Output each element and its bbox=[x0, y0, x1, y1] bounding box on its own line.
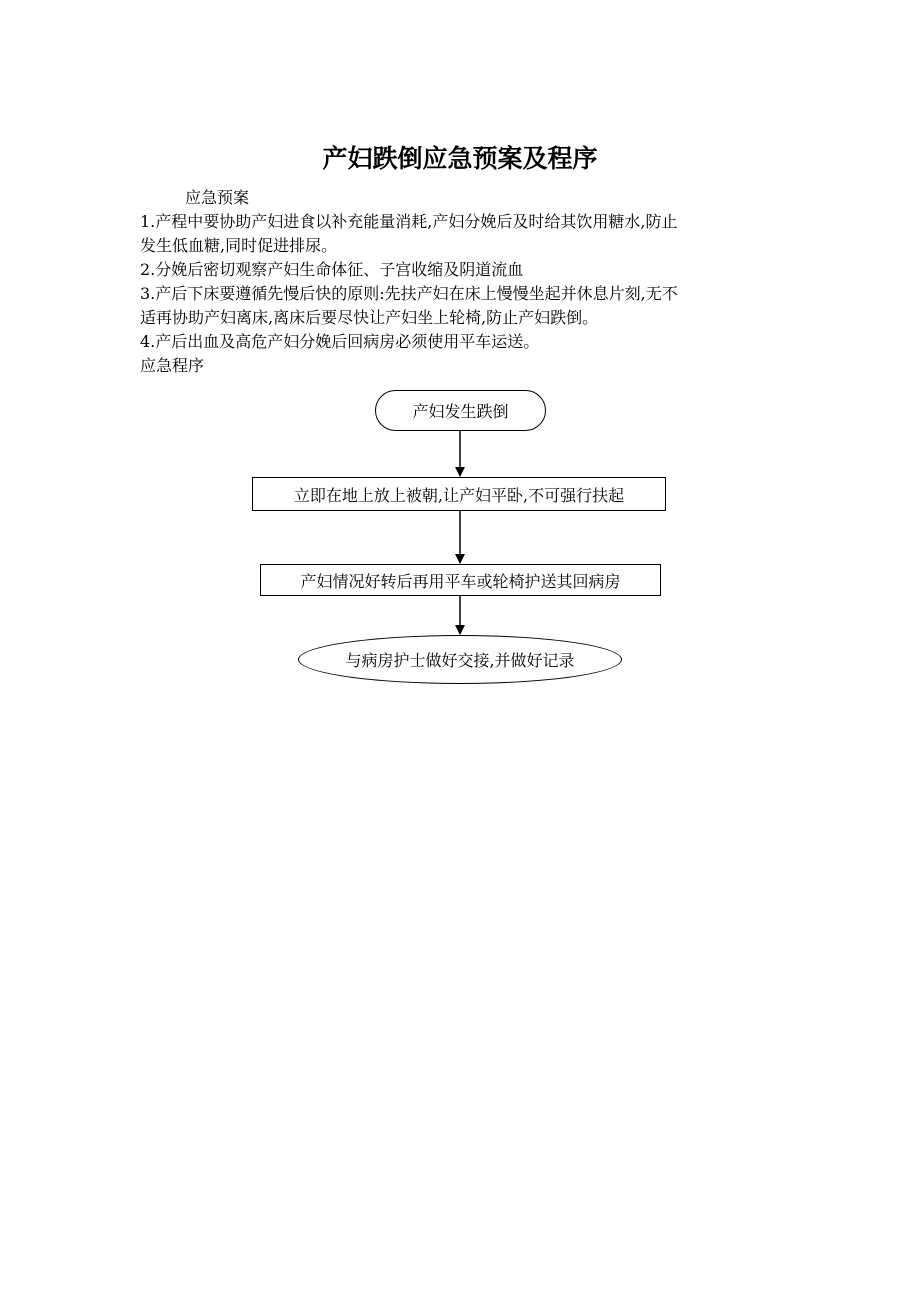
flow-step-2-box bbox=[260, 564, 661, 596]
flow-step-1-label: 立即在地上放上被朝,让产妇平卧,不可强行扶起 bbox=[293, 485, 625, 505]
flow-step-1-box bbox=[252, 477, 666, 511]
plan-line-5: 适再协助产妇离床,离床后要尽快让产妇坐上轮椅,防止产妇跌倒。 bbox=[140, 308, 599, 327]
section-heading-procedure: 应急程序 bbox=[140, 356, 205, 375]
plan-line-2: 发生低血糖,同时促进排尿。 bbox=[140, 236, 338, 255]
plan-line-6: 4.产后出血及高危产妇分娩后回病房必须使用平车运送。 bbox=[140, 332, 540, 351]
flow-step-2-label: 产妇情况好转后再用平车或轮椅护送其回病房 bbox=[300, 571, 621, 591]
flow-start-label: 产妇发生跌倒 bbox=[412, 402, 509, 421]
flow-end-label: 与病房护士做好交接,并做好记录 bbox=[345, 651, 575, 670]
plan-line-3: 2.分娩后密切观察产妇生命体征、子宫收缩及阴道流血 bbox=[140, 260, 524, 279]
flow-end-node bbox=[298, 635, 622, 684]
section-heading-plan: 应急预案 bbox=[185, 188, 250, 207]
plan-line-4: 3.产后下床要遵循先慢后快的原则:先扶产妇在床上慢慢坐起并休息片刻,无不 bbox=[140, 284, 678, 303]
plan-line-1: 1.产程中要协助产妇进食以补充能量消耗,产妇分娩后及时给其饮用糖水,防止 bbox=[140, 212, 678, 231]
flow-start-node bbox=[375, 390, 546, 431]
document-title: 产妇跌倒应急预案及程序 bbox=[322, 144, 598, 173]
